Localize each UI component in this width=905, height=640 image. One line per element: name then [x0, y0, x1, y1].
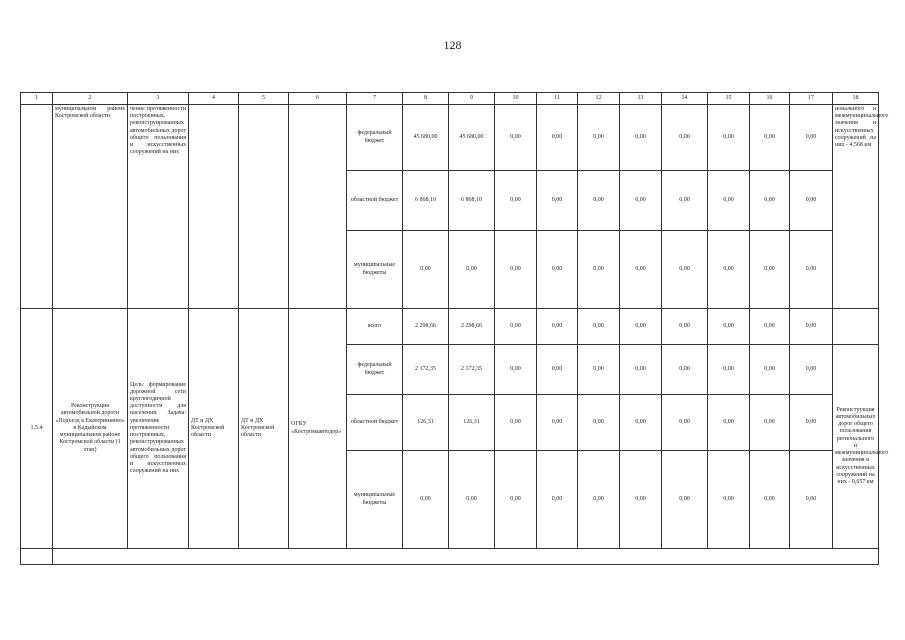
cell-coexecutor — [239, 105, 289, 309]
cell-value: 0,00 — [495, 451, 537, 549]
cell-value: 0,00 — [578, 345, 620, 395]
cell-value: 45 680,00 — [403, 105, 449, 171]
cell-value: 0,00 — [708, 171, 750, 231]
cell-value: 0,00 — [662, 345, 708, 395]
column-header: 17 — [790, 93, 833, 105]
cell-value: 0,00 — [495, 309, 537, 345]
column-header: 10 — [495, 93, 537, 105]
cell-value: 0,00 — [537, 345, 578, 395]
cell-value: 0,00 — [620, 105, 662, 171]
column-header: 9 — [449, 93, 495, 105]
column-header: 14 — [662, 93, 708, 105]
program-table — [20, 92, 889, 565]
cell-value: 0,00 — [449, 451, 495, 549]
cell-source: областной бюджет — [347, 395, 403, 451]
empty-cell-number — [21, 549, 53, 565]
cell-value: 0,00 — [750, 231, 790, 309]
column-header: 6 — [289, 93, 347, 105]
cell-value: 0,00 — [750, 451, 790, 549]
cell-value: 0,00 — [495, 231, 537, 309]
cell-value: 0,00 — [750, 171, 790, 231]
cell-value: 0,00 — [790, 105, 833, 171]
cell-number — [21, 105, 53, 309]
cell-value: 0,00 — [578, 309, 620, 345]
cell-value: 0,00 — [790, 231, 833, 309]
empty-cell — [53, 549, 879, 565]
table-row — [21, 309, 879, 345]
empty-row — [21, 549, 879, 565]
column-header: 7 — [347, 93, 403, 105]
cell-value: 0,00 — [750, 309, 790, 345]
cell-participant — [289, 105, 347, 309]
column-header: 5 — [239, 93, 289, 105]
cell-value: 0,00 — [708, 105, 750, 171]
cell-result-top — [833, 309, 879, 345]
column-header: 4 — [189, 93, 239, 105]
cell-value: 0,00 — [620, 309, 662, 345]
cell-value: 2 172,35 — [403, 345, 449, 395]
cell-value: 0,00 — [662, 231, 708, 309]
cell-number: 1.5.4 — [21, 309, 53, 549]
cell-value: 0,00 — [495, 345, 537, 395]
cell-value: 0,00 — [578, 105, 620, 171]
cell-executor: ДТ и ДХ Костромской области — [189, 309, 239, 549]
cell-value: 0,00 — [662, 105, 708, 171]
cell-value: 0,00 — [495, 171, 537, 231]
cell-result: Реконструкция автомобильных дорог общего пользования регионального и межмуниципального значения и искусственных сооружений на них - 0,657 км — [833, 345, 879, 549]
cell-value: 0,00 — [537, 105, 578, 171]
cell-value: 0,00 — [708, 395, 750, 451]
cell-value: 0,00 — [750, 105, 790, 171]
column-header: 16 — [750, 93, 790, 105]
cell-value: 0,00 — [790, 395, 833, 451]
cell-value: 6 868,10 — [449, 171, 495, 231]
cell-value: 0,00 — [537, 309, 578, 345]
cell-value: 0,00 — [537, 231, 578, 309]
column-header: 12 — [578, 93, 620, 105]
cell-value: 0,00 — [578, 231, 620, 309]
cell-value: 0,00 — [620, 231, 662, 309]
cell-value: 0,00 — [449, 231, 495, 309]
header-row — [21, 93, 879, 105]
cell-name: муниципальном районе Костромской области — [53, 105, 128, 309]
cell-source: федеральный бюджет — [347, 105, 403, 171]
cell-value: 0,00 — [620, 345, 662, 395]
cell-value: 126,31 — [449, 395, 495, 451]
cell-value: 126,31 — [403, 395, 449, 451]
cell-value: 0,00 — [708, 231, 750, 309]
cell-executor — [189, 105, 239, 309]
cell-value: 2 298,66 — [449, 309, 495, 345]
cell-value: 0,00 — [620, 451, 662, 549]
cell-value: 0,00 — [790, 451, 833, 549]
column-header: 8 — [403, 93, 449, 105]
column-header: 15 — [708, 93, 750, 105]
cell-value: 0,00 — [662, 395, 708, 451]
cell-value: 0,00 — [537, 395, 578, 451]
cell-value: 0,00 — [403, 451, 449, 549]
cell-value: 0,00 — [495, 395, 537, 451]
cell-value: 45 680,00 — [449, 105, 495, 171]
cell-value: 0,00 — [708, 309, 750, 345]
cell-value: 0,00 — [578, 451, 620, 549]
table-row — [21, 105, 879, 171]
cell-value: 0,00 — [662, 451, 708, 549]
cell-source: муниципальные бюджеты — [347, 231, 403, 309]
cell-result: ионального и межмуниципального значения и искусственных сооружений на них - 4,568 км — [833, 105, 879, 309]
cell-goal: чение протяженности построенных, реконструированных автомобильных дорог общего пользования и искусственных сооружений на них — [128, 105, 189, 309]
cell-value: 0,00 — [790, 171, 833, 231]
cell-value: 0,00 — [620, 171, 662, 231]
cell-goal: Цель: формирование дорожной сети круглогодичной доступности для населения. Задача: увеличение протяженности построенных, реконструированных автомобильных дорог общего пользования и искусственных сооружений на них — [128, 309, 189, 549]
cell-value: 0,00 — [790, 309, 833, 345]
cell-value: 0,00 — [790, 345, 833, 395]
cell-participant: ОГКУ «Костромаавтодор» — [289, 309, 347, 549]
column-header: 2 — [53, 93, 128, 105]
cell-value: 0,00 — [662, 309, 708, 345]
cell-name: Реконструкция автомобильной дороги «Подъезд к Екатеринкино» в Кадыйском муниципальном районе Костромской области (1 этап) — [53, 309, 128, 549]
column-header: 3 — [128, 93, 189, 105]
cell-value: 0,00 — [578, 395, 620, 451]
cell-value: 0,00 — [708, 451, 750, 549]
cell-value: 0,00 — [578, 171, 620, 231]
cell-value: 0,00 — [537, 171, 578, 231]
cell-coexecutor: ДТ и ДХ Костромской области — [239, 309, 289, 549]
cell-value: 0,00 — [537, 451, 578, 549]
cell-value: 2 298,66 — [403, 309, 449, 345]
cell-value: 0,00 — [495, 105, 537, 171]
cell-value: 0,00 — [750, 395, 790, 451]
cell-value: 0,00 — [620, 395, 662, 451]
cell-source: всего — [347, 309, 403, 345]
column-header: 18 — [833, 93, 879, 105]
cell-value: 0,00 — [708, 345, 750, 395]
cell-value: 0,00 — [403, 231, 449, 309]
cell-value: 6 868,10 — [403, 171, 449, 231]
cell-value: 0,00 — [662, 171, 708, 231]
column-header: 1 — [21, 93, 53, 105]
cell-source: муниципальные бюджеты — [347, 451, 403, 549]
page-number: 128 — [443, 38, 462, 52]
column-header: 13 — [620, 93, 662, 105]
cell-source: федеральный бюджет — [347, 345, 403, 395]
cell-value: 0,00 — [750, 345, 790, 395]
cell-source: областной бюджет — [347, 171, 403, 231]
column-header: 11 — [537, 93, 578, 105]
cell-value: 2 172,35 — [449, 345, 495, 395]
